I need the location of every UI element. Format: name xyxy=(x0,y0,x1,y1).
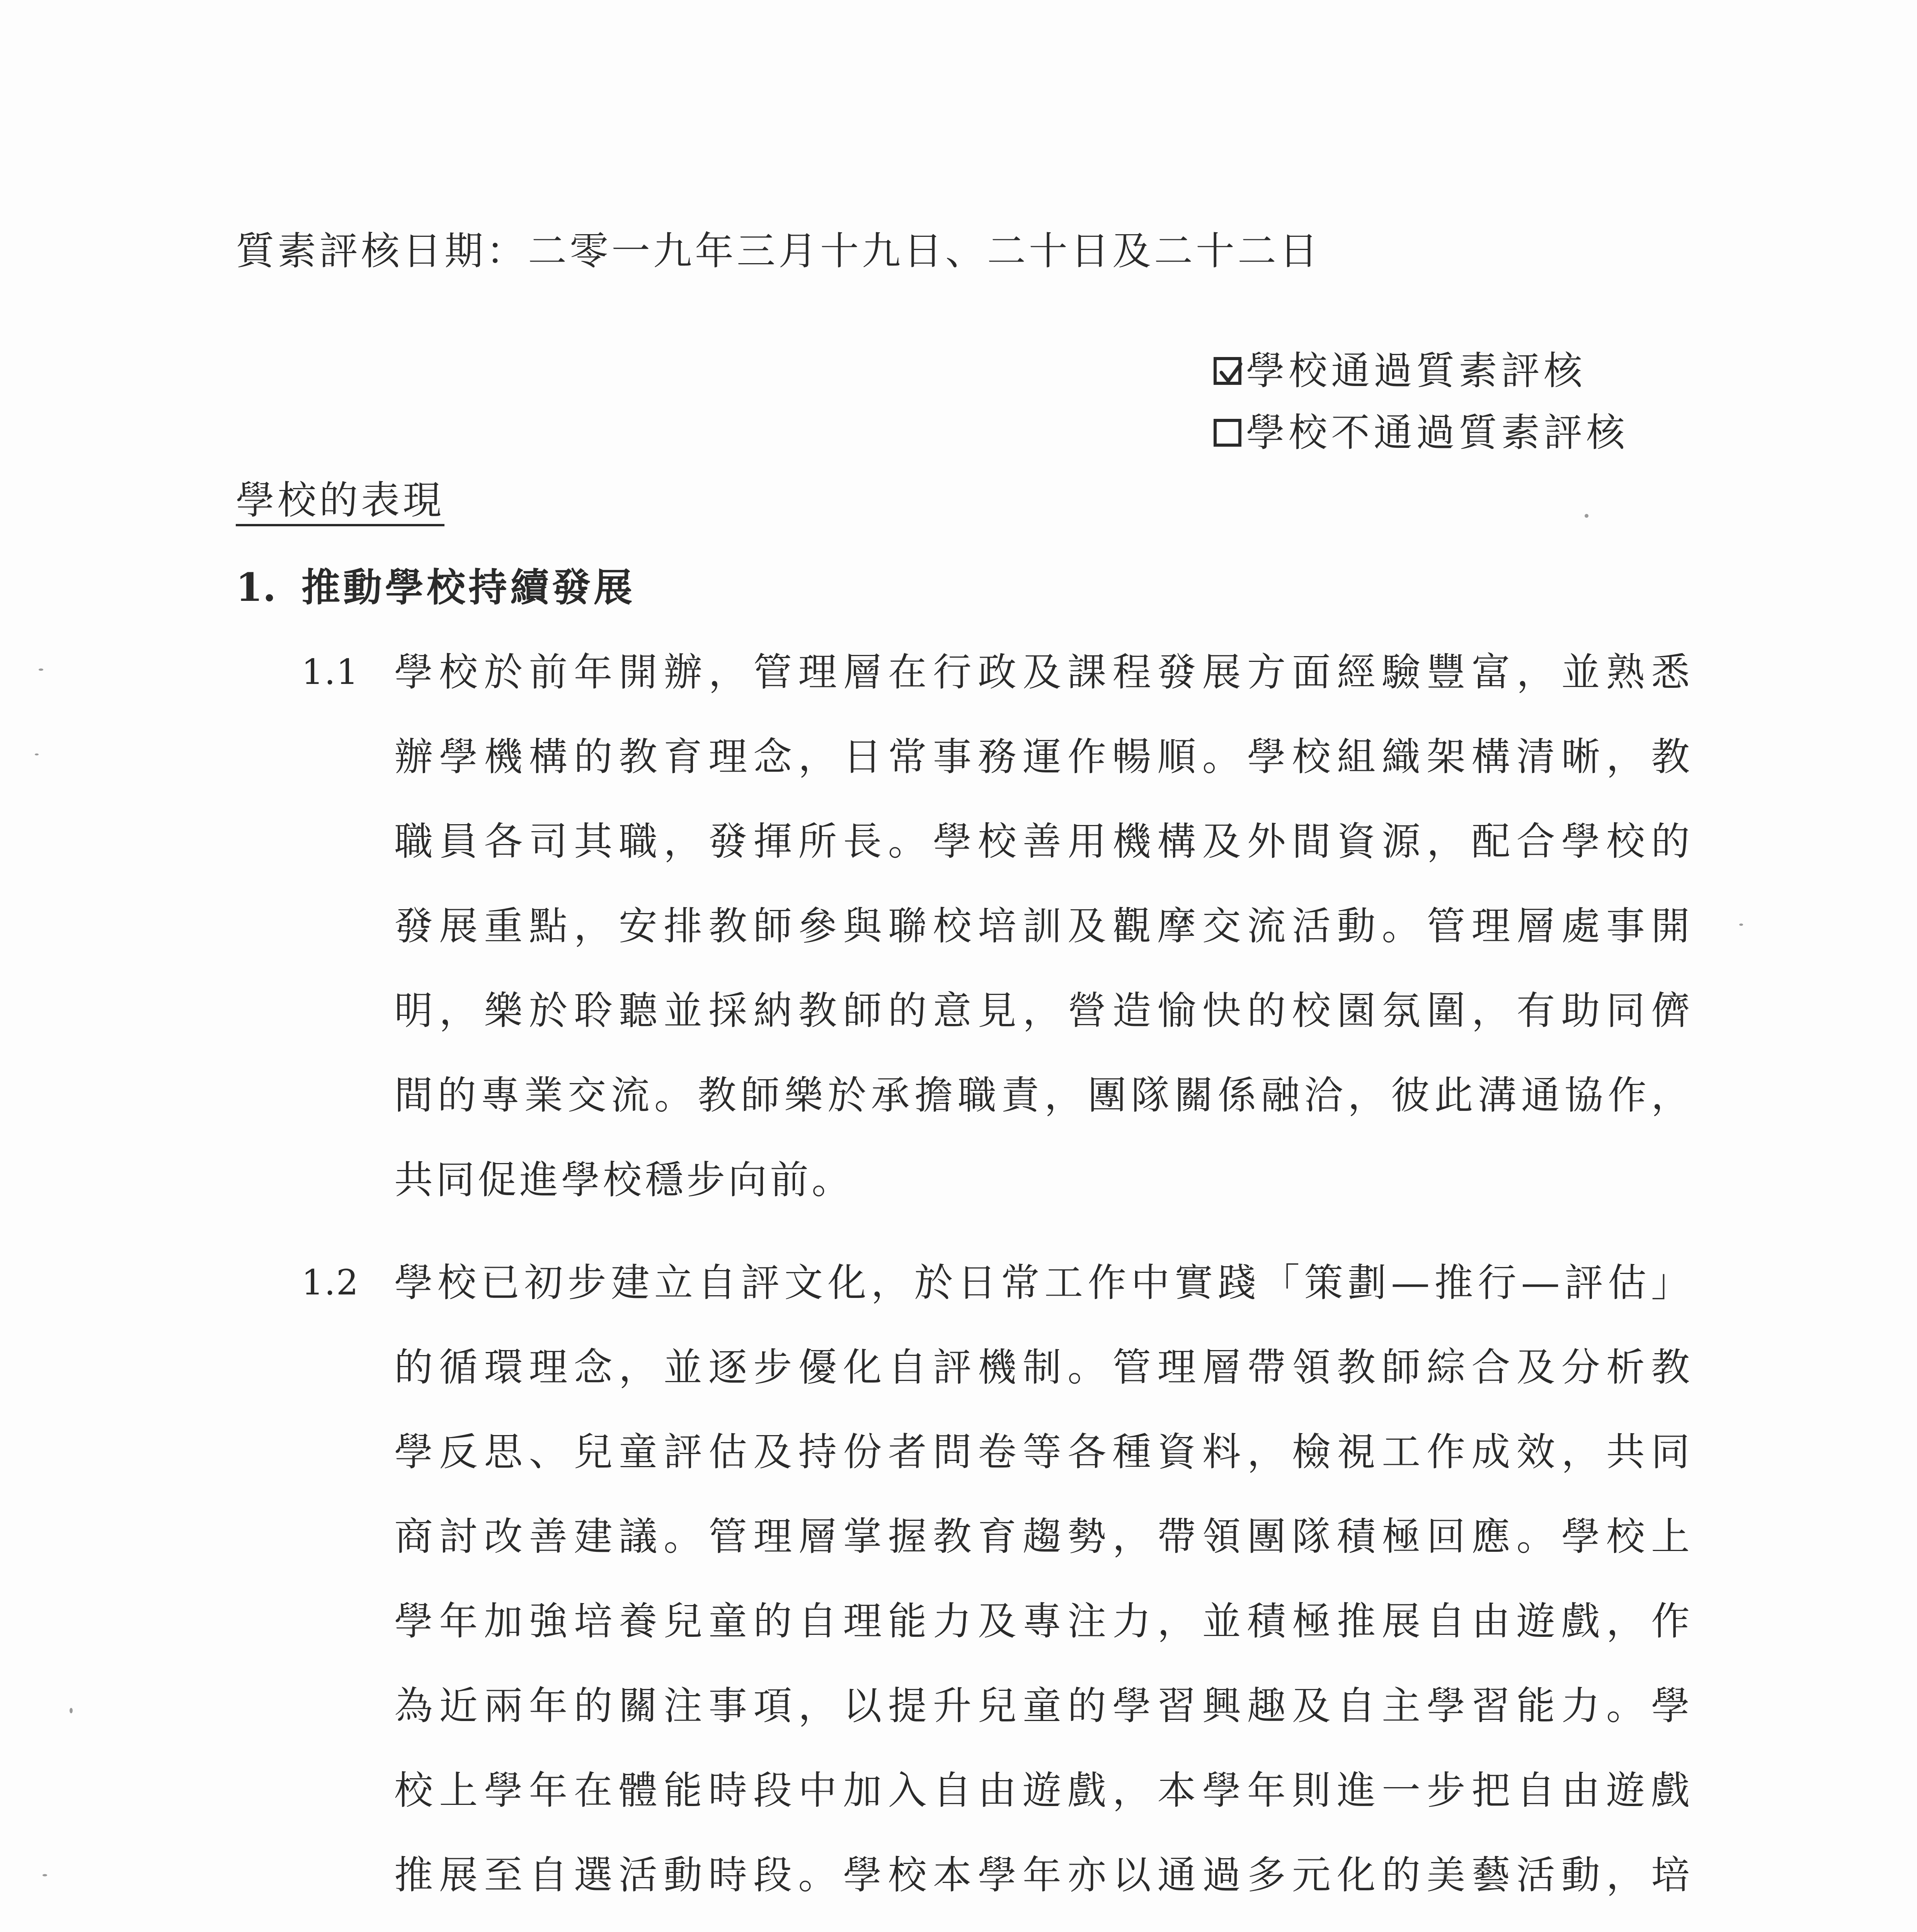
scan-speck xyxy=(43,1874,47,1876)
scan-speck xyxy=(1585,514,1588,518)
paragraph-line: 明，樂於聆聽並採納教師的意見，營造愉快的校園氛圍，有助同儕 xyxy=(394,988,1693,1033)
paragraph-line: 推展至自選活動時段。學校本學年亦以通過多元化的美藝活動，培 xyxy=(394,1852,1693,1898)
checked-box-icon xyxy=(1214,357,1241,385)
result-failed-label: 學校不通過質素評核 xyxy=(1246,410,1629,455)
paragraph-line: 學年加強培養兒童的自理能力及專注力，並積極推展自由遊戲，作 xyxy=(394,1599,1693,1644)
paragraph-line: 職員各司其職，發揮所長。學校善用機構及外間資源，配合學校的 xyxy=(394,819,1693,864)
paragraph-line: 的循環理念，並逐步優化自評機制。管理層帶領教師綜合及分析教 xyxy=(394,1345,1693,1390)
item-title: 推動學校持續發展 xyxy=(301,565,635,610)
paragraph-1-2 xyxy=(394,1260,1693,1932)
result-passed xyxy=(1214,348,1586,394)
item-heading xyxy=(236,564,635,611)
unchecked-box-icon xyxy=(1214,419,1241,447)
paragraph-line: 共同促進學校穩步向前。 xyxy=(394,1157,853,1202)
paragraph-number: 1.1 xyxy=(301,652,359,692)
paragraph-line: 商討改善建議。管理層掌握教育趨勢，帶領團隊積極回應。學校上 xyxy=(394,1514,1693,1559)
paragraph-1-1 xyxy=(394,649,1693,1242)
scan-speck xyxy=(35,753,39,755)
scan-speck xyxy=(1739,923,1743,926)
paragraph-line: 發展重點，安排教師參與聯校培訓及觀摩交流活動。管理層處事開 xyxy=(394,903,1693,949)
paragraph-line: 為近兩年的關注事項，以提升兒童的學習興趣及自主學習能力。學 xyxy=(394,1683,1693,1728)
paragraph-line: 辦學機構的教育理念，日常事務運作暢順。學校組織架構清晰，教 xyxy=(394,734,1693,779)
paragraph-number: 1.2 xyxy=(301,1262,359,1303)
paragraph-line: 校上學年在體能時段中加入自由遊戲，本學年則進一步把自由遊戲 xyxy=(394,1768,1693,1813)
assessment-date: 質素評核日期：二零一九年三月十九日、二十日及二十二日 xyxy=(236,228,1321,274)
paragraph-line: 間的專業交流。教師樂於承擔職責，團隊關係融洽，彼此溝通協作， xyxy=(394,1073,1693,1118)
scan-speck xyxy=(70,1708,73,1713)
item-number: 1. xyxy=(236,565,276,610)
paragraph-line: 學反思、兒童評估及持份者問卷等各種資料，檢視工作成效，共同 xyxy=(394,1429,1693,1475)
result-failed xyxy=(1214,410,1629,456)
section-title: 學校的表現 xyxy=(236,479,444,526)
scan-speck xyxy=(39,668,43,671)
paragraph-line: 學校於前年開辦，管理層在行政及課程發展方面經驗豐富，並熟悉 xyxy=(394,650,1693,695)
result-passed-label: 學校通過質素評核 xyxy=(1246,348,1586,393)
paragraph-line: 學校已初步建立自評文化，於日常工作中實踐「策劃—推行—評估」 xyxy=(394,1260,1693,1305)
